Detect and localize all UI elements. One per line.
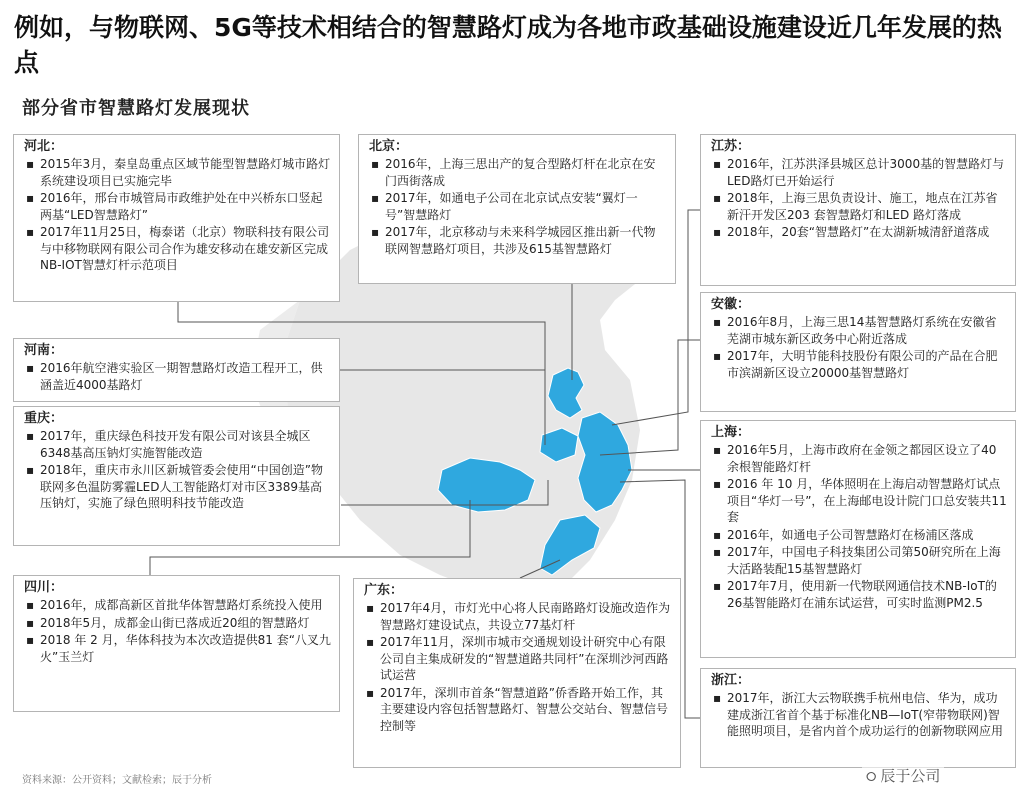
list-item: ▪ 2016 年 10 月，华体照明在上海启动智慧路灯试点项目“华灯一号”，在上海邮电设计院门口总安装共11 套: [711, 476, 1007, 526]
watermark-text: 辰于公司: [880, 767, 941, 785]
page-title: 例如，与物联网、5G等技术相结合的智慧路灯成为各地市政基础设施建设近几年发展的热点: [14, 13, 1002, 77]
list-item: ▪ 2016年，成都高新区首批华体智慧路灯系统投入使用: [24, 597, 331, 614]
list-item: ▪ 2018年，20套“智慧路灯”在太湖新城清舒道落成: [711, 224, 1007, 241]
list-item: ▪ 2016年，邢台市城管局市政维护处在中兴桥东口竖起两基“LED智慧路灯”: [24, 190, 331, 223]
list-item: ▪ 2016年8月，上海三思14基智慧路灯系统在安徽省芜湖市城东新区政务中心附近落成: [711, 314, 1007, 347]
box-henan: [13, 338, 340, 402]
list-item: ▪ 2016年，江苏洪泽县城区总计3000基的智慧路灯与LED路灯已开始运行: [711, 156, 1007, 189]
wechat-icon: ⭘: [866, 770, 877, 785]
province-chongqing-label: 重庆：: [24, 411, 64, 426]
list-item: ▪ 2017年，北京移动与未来科学城园区推出新一代物联网智慧路灯项目，共涉及615基智慧路灯: [369, 224, 667, 257]
list-item: ▪ 2017年，如通电子公司在北京试点安装“翼灯一号”智慧路灯: [369, 190, 667, 223]
list-item: ▪ 2018年，上海三思负责设计、施工，地点在江苏省新汗开发区203 套智慧路灯和LED 路灯落成: [711, 190, 1007, 223]
list-item: ▪ 2018年5月，成都金山街已落成近20组的智慧路灯: [24, 615, 331, 632]
list-item: ▪ 2018 年 2 月，华体科技为本次改造提供81 套“八叉九火”玉兰灯: [24, 632, 331, 665]
province-anhui-label: 安徽：: [711, 297, 751, 312]
province-sichuan-label: 四川：: [24, 580, 64, 595]
list-item: ▪ 2017年11月，深圳市城市交通规划设计研究中心有限公司自主集成研发的“智慧道路共同杆”在深圳沙河西路试运营: [364, 634, 672, 684]
box-chongqing: [13, 406, 340, 546]
box-zhejiang: [700, 668, 1016, 768]
box-jiangsu: [700, 134, 1016, 286]
list-item: ▪ 2016年，如通电子公司智慧路灯在杨浦区落成: [711, 527, 1007, 544]
province-zhejiang-label: 浙江：: [711, 673, 751, 688]
box-hebei: [13, 134, 340, 302]
box-beijing: [358, 134, 676, 284]
list-item: ▪ 2018年，重庆市永川区新城管委会使用“中国创造”物联网多色温防雾霾LED人工智能路灯对市区3389基高压钠灯，实施了绿色照明科技节能改造: [24, 462, 331, 512]
province-shanghai-label: 上海：: [711, 425, 751, 440]
page-subtitle: 部分省市智慧路灯发展现状: [22, 98, 250, 119]
list-item: ▪ 2017年，深圳市首条“智慧道路”侨香路开始工作，其主要建设内容包括智慧路灯、智慧公交站台、智慧信号控制等: [364, 685, 672, 735]
box-guangdong: [353, 578, 681, 768]
box-sichuan: [13, 575, 340, 712]
province-beijing-label: 北京：: [369, 139, 409, 154]
watermark: [862, 765, 944, 786]
list-item: ▪ 2016年5月，上海市政府在金领之都园区设立了40余根智能路灯杆: [711, 442, 1007, 475]
list-item: ▪ 2016年航空港实验区一期智慧路灯改造工程开工，供涵盖近4000基路灯: [24, 360, 331, 393]
source-note: 资料来源：公开资料；文献检索；辰于分析: [22, 775, 212, 786]
list-item: ▪ 2017年，重庆绿色科技开发有限公司对该县全城区6348基高压钠灯实施智能改造: [24, 428, 331, 461]
province-guangdong-label: 广东：: [364, 583, 404, 598]
list-item: ▪ 2017年，中国电子科技集团公司第50研究所在上海大活路装配15基智慧路灯: [711, 544, 1007, 577]
list-item: ▪ 2017年11月25日，梅泰诺（北京）物联科技有限公司与中移物联网有限公司合作为雄安移动在雄安新区完成NB-IOT智慧灯杆示范项目: [24, 224, 331, 274]
list-item: ▪ 2016年，上海三思出产的复合型路灯杆在北京在安门西街落成: [369, 156, 667, 189]
list-item: ▪ 2015年3月，秦皇岛重点区域节能型智慧路灯城市路灯系统建设项目已实施完毕: [24, 156, 331, 189]
list-item: ▪ 2017年，大明节能科技股份有限公司的产品在合肥市滨湖新区设立20000基智慧路灯: [711, 348, 1007, 381]
box-shanghai: [700, 420, 1016, 658]
list-item: ▪ 2017年7月，使用新一代物联网通信技术NB-IoT的26基智能路灯在浦东试运营，可实时监测PM2.5: [711, 578, 1007, 611]
province-hebei-label: 河北：: [24, 139, 64, 154]
box-anhui: [700, 292, 1016, 412]
province-jiangsu-label: 江苏：: [711, 139, 751, 154]
province-henan-label: 河南：: [24, 343, 64, 358]
list-item: ▪ 2017年，浙江大云物联携手杭州电信、华为，成功建成浙江省首个基于标准化NB—IoT(窄带物联网)智能照明项目，是省内首个成功运行的创新物联网应用: [711, 690, 1007, 740]
list-item: ▪ 2017年4月，市灯光中心将人民南路路灯设施改造作为智慧路灯建设试点，共设立77基灯杆: [364, 600, 672, 633]
